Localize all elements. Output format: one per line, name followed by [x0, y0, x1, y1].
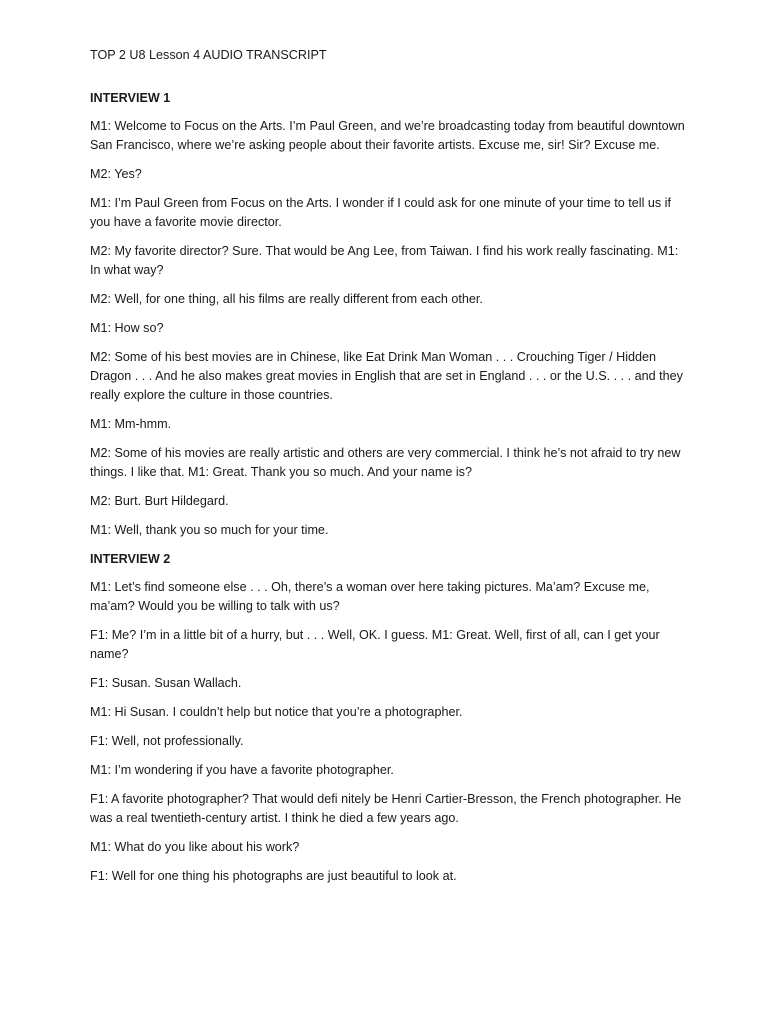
page-title: TOP 2 U8 Lesson 4 AUDIO TRANSCRIPT: [90, 48, 327, 62]
dialogue-line: M2: My favorite director? Sure. That would be Ang Lee, from Taiwan. I find his work really fascinating. M1: In what way?: [90, 244, 679, 277]
dialogue-line: M2: Burt. Burt Hildegard.: [90, 494, 229, 508]
dialogue-line: F1: Well for one thing his photographs are just beautiful to look at.: [90, 869, 457, 883]
dialogue-line: M1: I’m wondering if you have a favorite photographer.: [90, 763, 394, 777]
dialogue-line: F1: Me? I’m in a little bit of a hurry, but . . . Well, OK. I guess. M1: Great. Well, first of all, can I get your name?: [90, 628, 660, 661]
section-heading: INTERVIEW 2: [90, 552, 171, 566]
dialogue-line: F1: A favorite photographer? That would defi nitely be Henri Cartier-Bresson, the French photographer. He was a real twentieth-century artist. I think he died a few years ago.: [90, 792, 682, 825]
dialogue-line: M1: Well, thank you so much for your time.: [90, 523, 329, 537]
dialogue-line: F1: Susan. Susan Wallach.: [90, 676, 242, 690]
dialogue-line: M2: Well, for one thing, all his films are really different from each other.: [90, 292, 483, 306]
transcript-content: [90, 46, 685, 886]
dialogue-line: M1: I’m Paul Green from Focus on the Arts. I wonder if I could ask for one minute of your time to tell us if you have a favorite movie director.: [90, 196, 671, 229]
dialogue-line: F1: Well, not professionally.: [90, 734, 244, 748]
dialogue-line: M1: Welcome to Focus on the Arts. I’m Paul Green, and we’re broadcasting today from beautiful downtown San Francisco, where we’re asking people about their favorite artists. Excuse me, sir! Sir? Excuse me.: [90, 119, 685, 152]
section-heading: INTERVIEW 1: [90, 91, 171, 105]
dialogue-line: M2: Yes?: [90, 167, 142, 181]
dialogue-line: M1: Let’s find someone else . . . Oh, there’s a woman over here taking pictures. Ma’am? Excuse me, ma’am? Would you be willing to talk with us?: [90, 580, 650, 613]
dialogue-line: M1: How so?: [90, 321, 164, 335]
dialogue-line: M1: What do you like about his work?: [90, 840, 300, 854]
dialogue-line: M1: Hi Susan. I couldn’t help but notice that you’re a photographer.: [90, 705, 463, 719]
dialogue-line: M2: Some of his movies are really artistic and others are very commercial. I think he’s not afraid to try new things. I like that. M1: Great. Thank you so much. And your name is?: [90, 446, 681, 479]
dialogue-line: M2: Some of his best movies are in Chinese, like Eat Drink Man Woman . . . Crouching Tiger / Hidden Dragon . . . And he also makes great movies in English that are set in England . . . or the U.S. . . . and they really explore the culture in those countries.: [90, 350, 683, 402]
dialogue-line: M1: Mm-hmm.: [90, 417, 172, 431]
transcript-body: [90, 89, 685, 886]
